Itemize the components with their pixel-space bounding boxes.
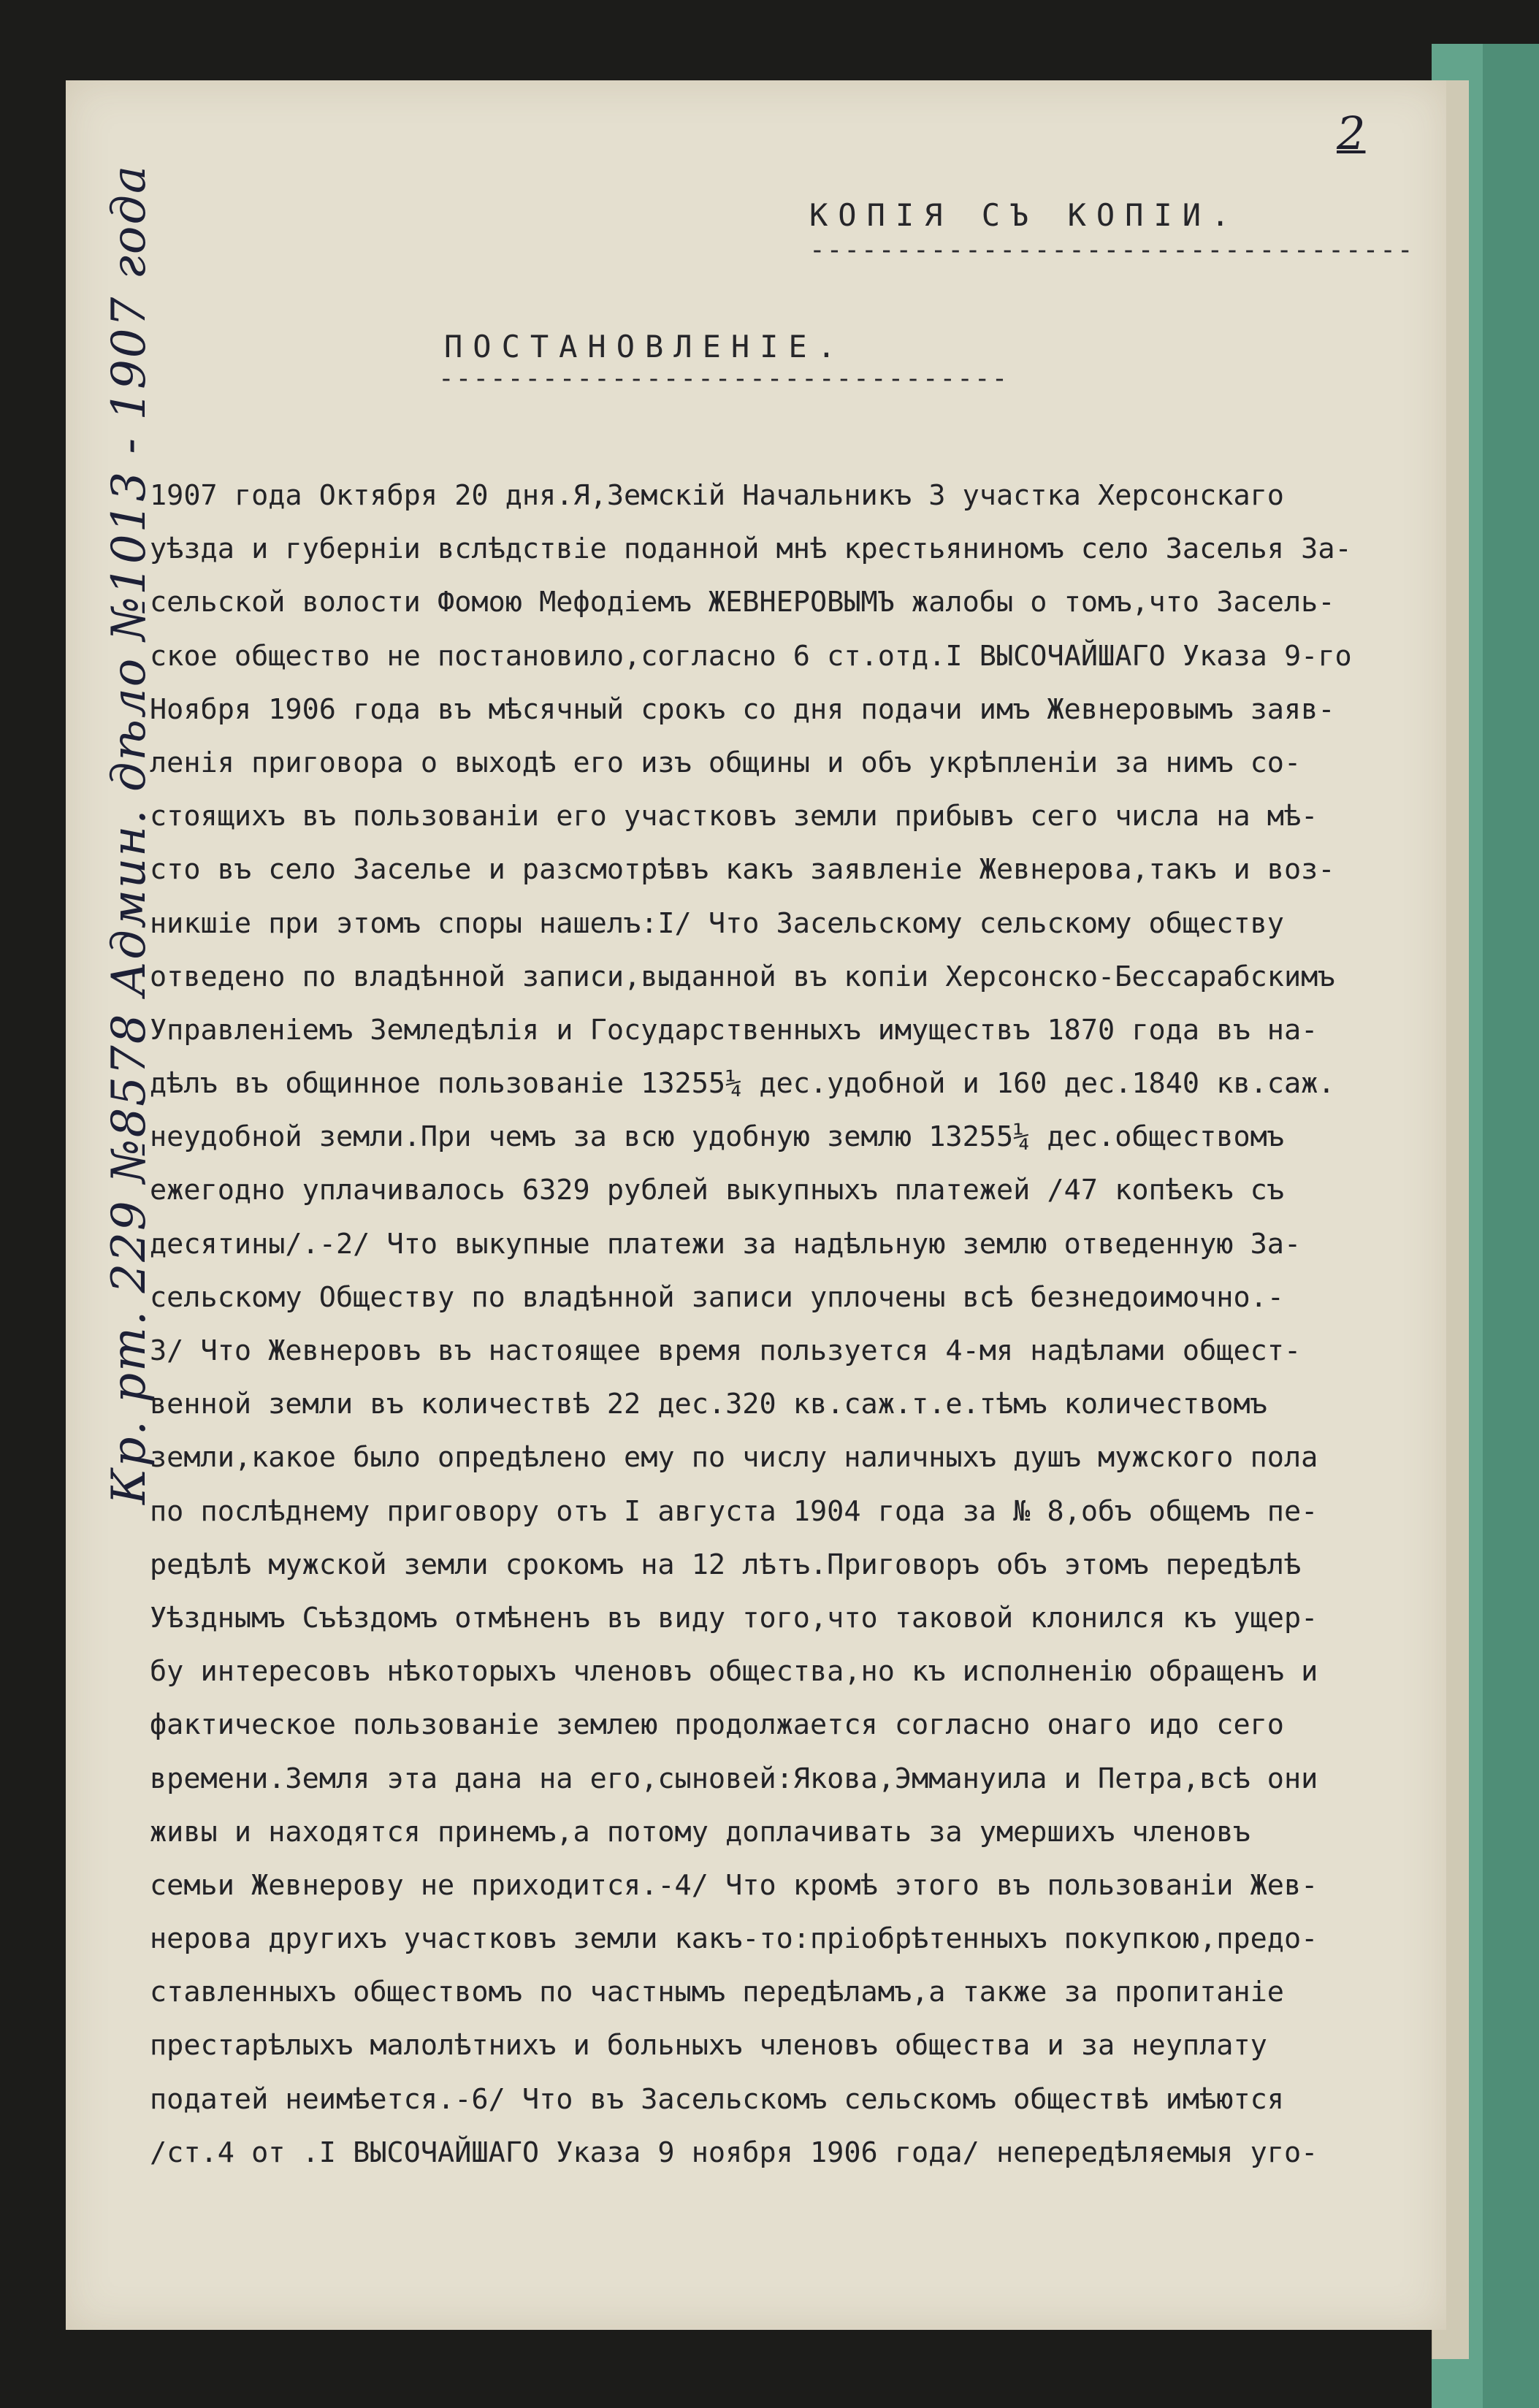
copy-heading: КОПІЯ СЪ КОПІИ. (809, 197, 1240, 233)
body-line: Ноября 1906 года въ мѣсячный срокъ со дня подачи имъ Жевнеровымъ заяв- (150, 692, 1335, 726)
handwritten-archive-note: Кр. рт. 229 №8578 Админ. дѣло №1013 - 1907 года (102, 164, 156, 1505)
body-line: ставленныхъ обществомъ по частнымъ передѣламъ,а также за пропитаніе (150, 1976, 1284, 2009)
body-line: неудобной земли.При чемъ за всю удобную землю 13255¼ дес.обществомъ (150, 1120, 1284, 1154)
copy-heading-underline: ----------------------------------- (809, 235, 1415, 265)
body-line: ленія приговора о выходѣ его изъ общины и объ укрѣпленіи за нимъ со- (150, 746, 1302, 779)
green-folder-edge (1483, 44, 1539, 2408)
body-line: ское общество не постановило,согласно 6 ст.отд.I ВЫСОЧАЙШАГО Указа 9-го (150, 639, 1352, 673)
body-line: венной земли въ количествѣ 22 дес.320 кв.саж.т.е.тѣмъ количествомъ (150, 1388, 1267, 1421)
body-line: дѣлъ въ общинное пользованіе 13255¼ дес.удобной и 160 дес.1840 кв.саж. (150, 1067, 1335, 1101)
body-line: времени.Земля эта дана на его,сыновей:Якова,Эммануила и Петра,всѣ они (150, 1762, 1318, 1795)
body-line: редѣлѣ мужской земли срокомъ на 12 лѣтъ.Приговоръ объ этомъ передѣлѣ (150, 1548, 1302, 1581)
body-line: Уѣзднымъ Съѣздомъ отмѣненъ въ виду того,что таковой клонился къ ущер- (150, 1601, 1318, 1635)
body-line: стоящихъ въ пользованіи его участковъ земли прибывъ сего числа на мѣ- (150, 800, 1318, 833)
body-line: престарѣлыхъ малолѣтнихъ и больныхъ членовъ общества и за неуплату (150, 2029, 1267, 2063)
body-line: бу интересовъ нѣкоторыхъ членовъ общества,но къ исполненію обращенъ и (150, 1655, 1318, 1689)
title-underline: --------------------------------- (438, 364, 1009, 394)
body-line: нерова другихъ участковъ земли какъ-то:пріобрѣтенныхъ покупкою,предо- (150, 1922, 1318, 1956)
page-number: 2 (1337, 107, 1366, 160)
document-title: ПОСТАНОВЛЕНІЕ. (444, 329, 847, 364)
body-line: /ст.4 от .I ВЫСОЧАЙШАГО Указа 9 ноября 1906 года/ непередѣляемыя уго- (150, 2136, 1318, 2169)
body-line: по послѣднему приговору отъ I августа 1904 года за № 8,объ общемъ пе- (150, 1494, 1318, 1528)
body-line: десятины/.-2/ Что выкупные платежи за надѣльную землю отведенную За- (150, 1227, 1302, 1261)
body-line: фактическое пользованіе землею продолжается согласно онаго идо сего (150, 1708, 1284, 1742)
body-line: Управленіемъ Земледѣлія и Государственныхъ имуществъ 1870 года въ на- (150, 1013, 1318, 1047)
body-line: отведено по владѣнной записи,выданной въ копіи Херсонско-Бессарабскимъ (150, 960, 1335, 993)
body-line: семьи Жевнерову не приходится.-4/ Что кромѣ этого въ пользованіи Жев- (150, 1868, 1318, 1902)
body-line: податей неимѣется.-6/ Что въ Засельскомъ сельскомъ обществѣ имѣются (150, 2082, 1284, 2116)
body-line: 1907 года Октября 20 дня.Я,Земскій Начальникъ 3 участка Херсонскаго (150, 479, 1284, 512)
body-line: живы и находятся принемъ,а потому доплачивать за умершихъ членовъ (150, 1815, 1250, 1849)
body-line: ежегодно уплачивалось 6329 рублей выкупныхъ платежей /47 копѣекъ съ (150, 1174, 1284, 1207)
body-line: сто въ село Заселье и разсмотрѣвъ какъ заявленіе Жевнерова,такъ и воз- (150, 853, 1335, 887)
body-line: 3/ Что Жевнеровъ въ настоящее время пользуется 4-мя надѣлами общест- (150, 1334, 1302, 1367)
body-line: земли,какое было опредѣлено ему по числу наличныхъ душъ мужского пола (150, 1441, 1318, 1475)
typewritten-body (150, 469, 1421, 2179)
body-line: уѣзда и губерніи вслѣдствіе поданной мнѣ крестьяниномъ село Заселья За- (150, 532, 1352, 566)
body-line: сельскому Обществу по владѣнной записи уплочены всѣ безнедоимочно.- (150, 1280, 1284, 1314)
body-line: никшіе при этомъ споры нашелъ:I/ Что Засельскому сельскому обществу (150, 906, 1284, 940)
body-line: сельской волости Фомою Мефодіемъ ЖЕВНЕРОВЫМЪ жалобы о томъ,что Засель- (150, 586, 1335, 619)
